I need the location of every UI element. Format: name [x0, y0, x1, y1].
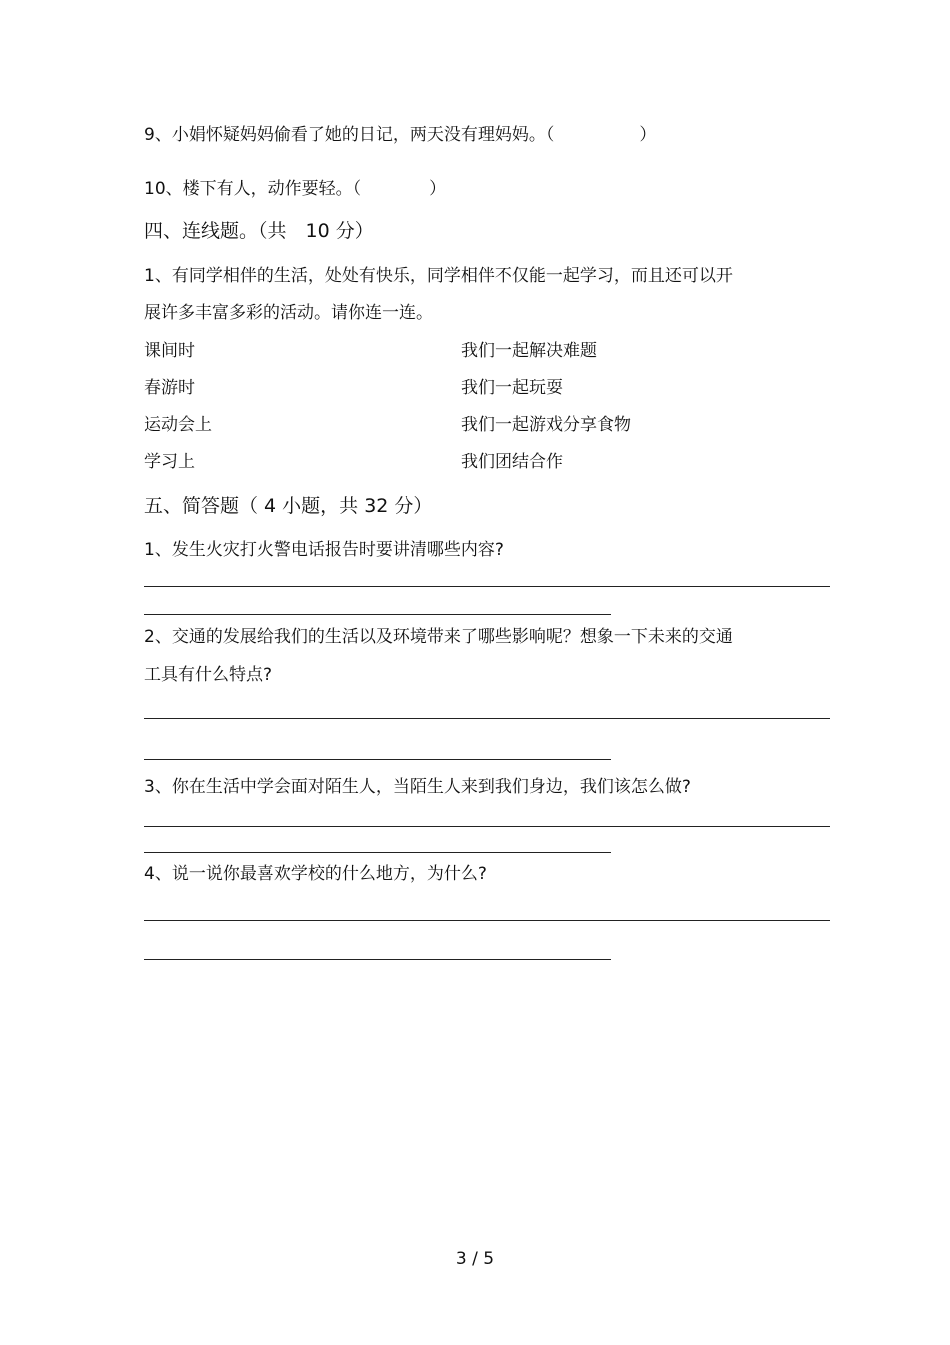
section-4-heading: 四、连线题。（共 10 分）: [144, 220, 374, 242]
answer-line[interactable]: [144, 826, 830, 827]
answer-line[interactable]: [144, 852, 611, 853]
match-right-item: 我们团结合作: [461, 452, 563, 472]
question-10: 10、楼下有人，动作要轻。（ ）: [144, 179, 447, 199]
answer-line[interactable]: [144, 718, 830, 719]
answer-line[interactable]: [144, 586, 830, 587]
answer-line[interactable]: [144, 920, 830, 921]
answer-line[interactable]: [144, 614, 611, 615]
section-5-heading: 五、简答题（ 4 小题，共 32 分）: [144, 495, 433, 517]
match-right-item: 我们一起解决难题: [461, 341, 597, 361]
matching-question-line-2: 展许多丰富多彩的活动。请你连一连。: [144, 303, 433, 323]
match-left-item: 运动会上: [144, 415, 212, 435]
answer-line[interactable]: [144, 959, 611, 960]
match-right-item: 我们一起玩耍: [461, 378, 563, 398]
match-left-item: 春游时: [144, 378, 195, 398]
matching-question-line-1: 1、有同学相伴的生活，处处有快乐，同学相伴不仅能一起学习，而且还可以开: [144, 266, 733, 286]
short-answer-question-1: 1、发生火灾打火警电话报告时要讲清哪些内容?: [144, 540, 504, 560]
answer-line[interactable]: [144, 759, 611, 760]
short-answer-question-2-line-2: 工具有什么特点?: [144, 665, 273, 685]
match-left-item: 学习上: [144, 452, 195, 472]
question-9: 9、小娟怀疑妈妈偷看了她的日记，两天没有理妈妈。（ ）: [144, 125, 657, 145]
short-answer-question-3: 3、你在生活中学会面对陌生人，当陌生人来到我们身边，我们该怎么做?: [144, 777, 691, 797]
short-answer-question-2-line-1: 2、交通的发展给我们的生活以及环境带来了哪些影响呢？想象一下未来的交通: [144, 627, 733, 647]
short-answer-question-4: 4、说一说你最喜欢学校的什么地方，为什么?: [144, 864, 487, 884]
match-right-item: 我们一起游戏分享食物: [461, 415, 631, 435]
page-number: 3 / 5: [455, 1249, 495, 1269]
match-left-item: 课间时: [144, 341, 195, 361]
